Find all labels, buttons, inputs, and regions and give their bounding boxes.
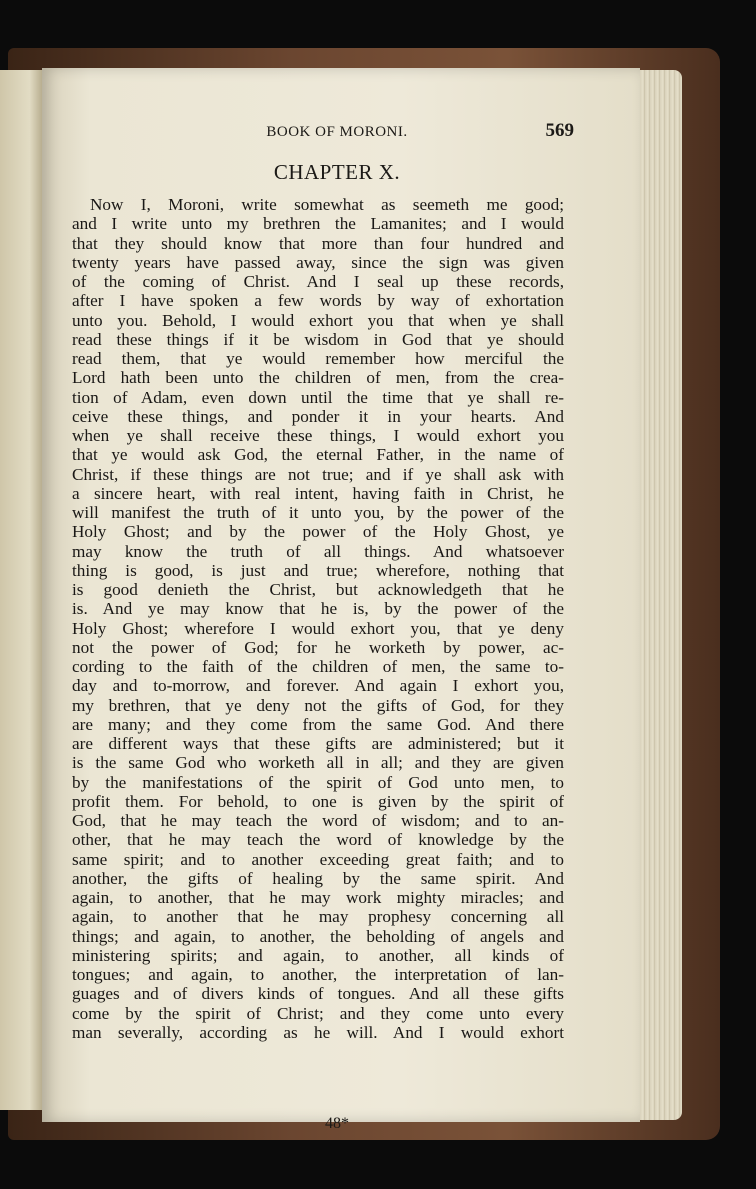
chapter-title: CHAPTER X. xyxy=(273,160,401,184)
text-line: Now I, Moroni, write somewhat as seemeth me good; xyxy=(90,195,564,214)
text-line: twenty years have passed away, since the sign was given xyxy=(72,252,564,272)
text-line: things; and again, to another, the beholding of angels and xyxy=(72,926,564,946)
text-line: Holy Ghost; and by the power of the Holy Ghost, ye xyxy=(72,522,564,542)
text-line: tion of Adam, even down until the time that ye shall re- xyxy=(72,387,564,407)
text-line: when ye shall receive these things, I would exhort you xyxy=(72,426,564,445)
page-number: 569 xyxy=(545,120,574,141)
text-line: and I write unto my brethren the Lamanites; and I would xyxy=(72,214,564,234)
text-line: not the power of God; for he worketh by power, ac- xyxy=(72,637,564,657)
body-text xyxy=(72,195,564,1042)
text-line: may know the truth of all things. And whatsoever xyxy=(72,541,564,561)
text-line: read them, that ye would remember how merciful the xyxy=(72,349,564,368)
text-line: is good denieth the Christ, but acknowledgeth that he xyxy=(72,580,564,599)
text-line: thing is good, is just and true; wherefore, nothing that xyxy=(72,560,564,580)
text-line: read these things if it be wisdom in God that ye should xyxy=(72,329,564,349)
text-line: another, the gifts of healing by the same spirit. And xyxy=(72,868,564,888)
text-line: will manifest the truth of it unto you, by the power of the xyxy=(72,503,564,522)
text-line: man severally, according as he will. And I would exhort xyxy=(72,1022,564,1042)
text-line: unto you. Behold, I would exhort you that when ye shall xyxy=(72,310,564,330)
text-line: after I have spoken a few words by way of exhortation xyxy=(72,291,564,311)
text-line: Christ, if these things are not true; and if ye shall ask with xyxy=(72,464,564,484)
text-line: Holy Ghost; wherefore I would exhort you, that ye deny xyxy=(72,618,564,638)
book-page xyxy=(42,68,640,1132)
text-line: cording to the faith of the children of men, the same to- xyxy=(72,657,564,676)
text-line: God, that he may teach the word of wisdom; and to an- xyxy=(72,811,564,830)
text-line: that they should know that more than four hundred and xyxy=(72,233,564,253)
left-page-edge xyxy=(0,70,42,1110)
text-line: is. And ye may know that he is, by the power of the xyxy=(72,599,564,619)
page-header xyxy=(100,120,574,148)
text-line: are different ways that these gifts are administered; but it xyxy=(72,734,564,753)
text-line: come by the spirit of Christ; and they come unto every xyxy=(72,1003,564,1023)
text-line: same spirit; and to another exceeding great faith; and to xyxy=(72,849,564,869)
text-line: again, to another, that he may work mighty miracles; and xyxy=(72,888,564,907)
text-line: profit them. For behold, to one is given by the spirit of xyxy=(72,791,564,811)
text-line: guages and of divers kinds of tongues. And all these gifts xyxy=(72,984,564,1004)
text-line: other, that he may teach the word of knowledge by the xyxy=(72,830,564,850)
text-line: again, to another that he may prophesy concerning all xyxy=(72,907,564,927)
text-line: tongues; and again, to another, the interpretation of lan- xyxy=(72,965,564,984)
text-line: that ye would ask God, the eternal Father, in the name of xyxy=(72,445,564,465)
text-line: a sincere heart, with real intent, having faith in Christ, he xyxy=(72,483,564,503)
text-line: ceive these things, and ponder it in your hearts. And xyxy=(72,406,564,426)
text-line: are many; and they come from the same God. And there xyxy=(72,714,564,734)
text-line: is the same God who worketh all in all; and they are given xyxy=(72,753,564,773)
text-line: ministering spirits; and again, to another, all kinds of xyxy=(72,945,564,965)
text-line: by the manifestations of the spirit of God unto men, to xyxy=(72,772,564,792)
signature-mark: 48* xyxy=(325,1115,349,1132)
text-line: my brethren, that ye deny not the gifts of God, for they xyxy=(72,695,564,715)
running-head: BOOK OF MORONI. xyxy=(266,124,408,140)
text-line: day and to-morrow, and forever. And again I exhort you, xyxy=(72,676,564,696)
text-line: Lord hath been unto the children of men, from the crea- xyxy=(72,368,564,388)
text-line: of the coming of Christ. And I seal up these records, xyxy=(72,272,564,291)
